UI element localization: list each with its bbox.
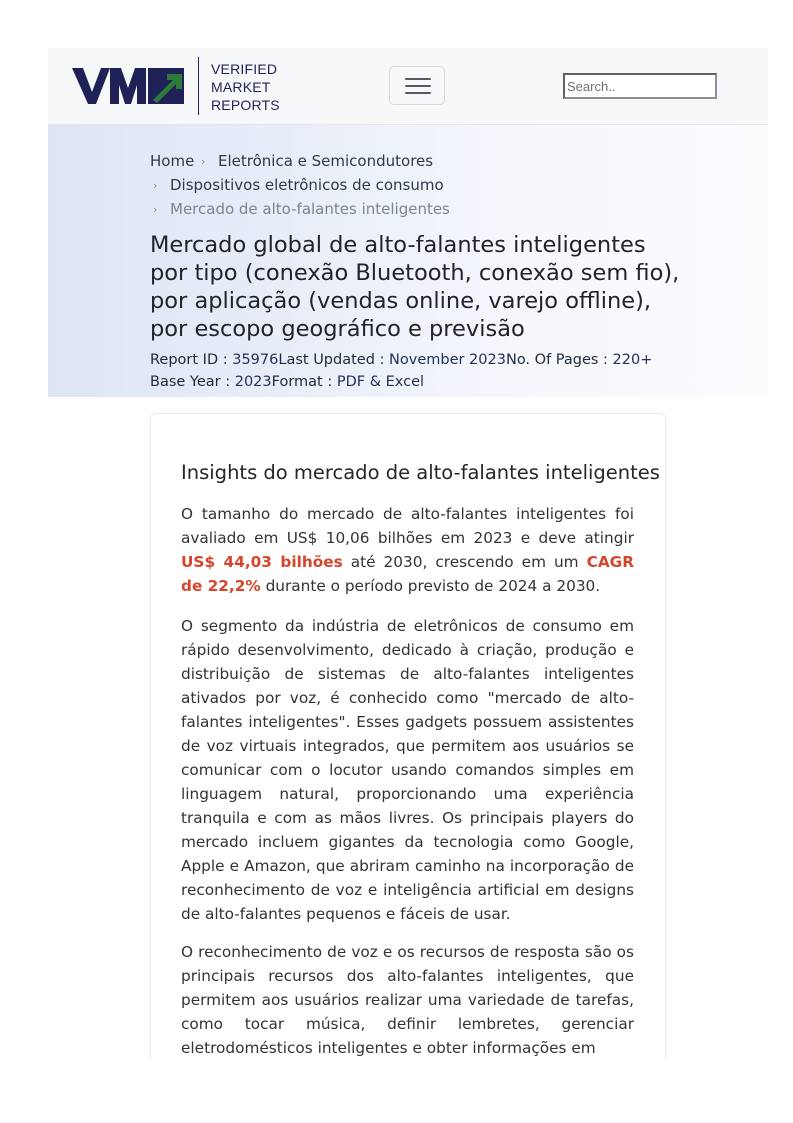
p1-text-middle: até 2030, crescendo em um <box>342 553 587 571</box>
format-label: Format : <box>271 374 337 390</box>
report-id-label: Report ID : <box>150 352 233 368</box>
vmr-logo[interactable] <box>72 66 187 106</box>
chevron-right-icon: › <box>153 203 158 216</box>
menu-toggle-button[interactable] <box>389 66 445 105</box>
site-header <box>48 48 768 125</box>
title-line-4: por escopo geográfico e previsão <box>150 316 525 342</box>
chevron-right-icon: › <box>201 155 206 168</box>
search-input[interactable] <box>563 73 717 99</box>
insights-heading: Insights do mercado de alto-falantes inteligentes <box>181 461 660 484</box>
breadcrumb-home[interactable]: Home <box>150 152 195 170</box>
base-year-label: Base Year : <box>150 374 235 390</box>
format-value: PDF & Excel <box>336 374 425 390</box>
hamburger-icon <box>405 78 431 80</box>
breadcrumb-consumer-devices[interactable]: Dispositivos eletrônicos de consumo <box>170 176 444 194</box>
brand-line-2: MARKET <box>211 79 271 95</box>
brand-line-3: REPORTS <box>211 97 280 113</box>
insights-card <box>150 413 666 1059</box>
title-line-2: por tipo (conexão Bluetooth, conexão sem fio), <box>150 260 680 286</box>
market-value-highlight: US$ 44,03 bilhões <box>181 553 343 571</box>
p1-text-after: durante o período previsto de 2024 a 2030. <box>260 577 601 595</box>
report-id-value: 35976 <box>232 352 279 368</box>
title-line-3: por aplicação (vendas online, varejo offline), <box>150 288 652 314</box>
insights-paragraph-1 <box>181 502 634 598</box>
last-updated-value: November 2023 <box>389 352 506 368</box>
p1-text-before: O tamanho do mercado de alto-falantes inteligentes foi avaliado em US$ 10,06 bilhões em 2023 e deve atingir <box>181 505 634 547</box>
insights-paragraph-2: O segmento da indústria de eletrônicos de consumo em rápido desenvolvimento, dedicado à criação, produção e distribuição de sistemas de alto-falantes inteligentes ativados por voz, é conhecido como "mercado de alto-falantes inteligentes". Esses gadgets possuem assistentes de voz virtuais integrados, que permitem aos usuários se comunicar com o locutor usando comandos simples em linguagem natural, proporcionando uma experiência tranquila e com as mãos livres. Os principais players do mercado incluem gigantes da tecnologia como Google, Apple e Amazon, que abriram caminho na incorporação de reconhecimento de voz e inteligência artificial em designs de alto-falantes pequenos e fáceis de usar. <box>181 617 634 923</box>
breadcrumb-current: Mercado de alto-falantes inteligentes <box>170 200 450 218</box>
report-meta-row-1 <box>150 352 652 368</box>
breadcrumb-electronics[interactable]: Eletrônica e Semicondutores <box>218 152 434 170</box>
chevron-right-icon: › <box>153 179 158 192</box>
pages-value: 220+ <box>612 352 653 368</box>
page-title <box>150 231 690 343</box>
base-year-value: 2023 <box>234 374 272 390</box>
logo-divider <box>198 57 199 115</box>
insights-paragraph-3: O reconhecimento de voz e os recursos de resposta são os principais recursos dos alto-falantes inteligentes, que permitem aos usuários realizar uma variedade de tarefas, como tocar música, definir lembretes, gerenciar eletrodomésticos inteligentes e obter informações em <box>181 943 634 1057</box>
title-line-1: Mercado global de alto-falantes inteligentes <box>150 232 646 258</box>
report-meta-row-2 <box>150 374 424 390</box>
brand-wordmark <box>211 60 280 114</box>
pages-label: No. Of Pages : <box>505 352 613 368</box>
cagr-highlight: CAGR de 22,2% <box>181 553 634 595</box>
last-updated-label: Last Updated : <box>278 352 390 368</box>
brand-line-1: VERIFIED <box>211 61 278 77</box>
